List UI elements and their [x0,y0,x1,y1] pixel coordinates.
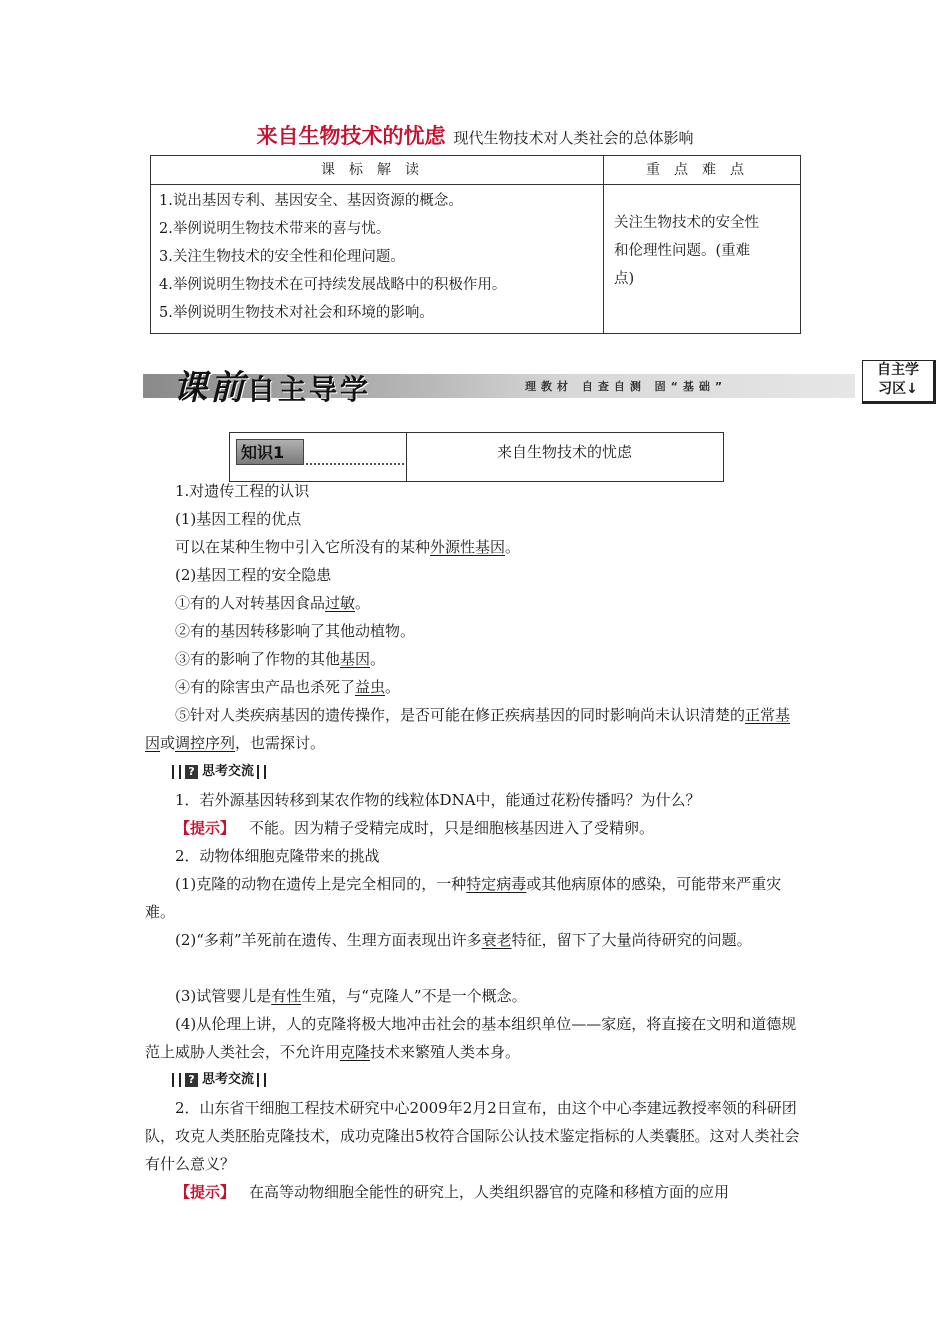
hazard-item: ⑤针对人类疾病基因的遗传操作，是否可能在修正疾病基因的同时影响尚未认识清楚的正常基因或调控序列，也需探讨。 [145,706,791,752]
key-point-line: 关注生物技术的安全性 [614,215,759,231]
dotted-divider [306,463,404,465]
col1-header: 课标解读 [151,156,604,185]
hazard-item: ①有的人对转基因食品过敏。 [175,594,371,612]
key-point-line: 和伦理性问题。(重难 [614,243,751,259]
arrow-down-icon: ↓ [906,381,918,397]
hint-1: 【提示】 不能。因为精子受精完成时，只是细胞核基因进入了受精卵。 [175,819,655,837]
title-sub: 现代生物技术对人类社会的总体影响 [453,129,694,147]
sec1-sub1: (1)基因工程的优点 [175,510,302,528]
objectives-list [151,185,604,334]
title-main: 来自生物技术的忧虑 [256,124,446,148]
sec1-advantage: 可以在某种生物中引入它所没有的某种外源性基因。 [175,538,521,556]
objective-item: 3.关注生物技术的安全性和伦理问题。 [159,249,405,265]
banner-title: 课前自主导学 [173,368,372,408]
objectives-table [150,155,801,334]
section-banner [143,360,855,408]
knowledge-badge: 知识1 [236,439,304,465]
objective-item: 1.说出基因专利、基因安全、基因资源的概念。 [159,193,463,209]
objective-item: 4.举例说明生物技术在可持续发展战略中的积极作用。 [159,277,507,293]
sec2-p1: (1)克隆的动物在遗传上是完全相同的，一种特定病毒或其他病原体的感染，可能带来严重灾难。 [145,875,782,921]
knowledge-heading-box [229,432,724,482]
question-2: 2．山东省干细胞工程技术研究中心2009年2月2日宣布，由这个中心李建远教授率领的科研团队，攻克人类胚胎克隆技术，成功克隆出5枚符合国际公认技术鉴定指标的人类囊胚。这对人类社会有什么意义？ [145,1099,800,1173]
sec2-heading: 2．动物体细胞克隆带来的挑战 [175,847,380,865]
sec2-p2: (2)“多莉”羊死前在遗传、生理方面表现出许多衰老特征，留下了大量尚待研究的问题。 [175,931,752,949]
think-label: ? 思考交流 [172,761,266,783]
question-icon: ? [185,1073,198,1087]
hazard-item: ④有的除害虫产品也杀死了益虫。 [175,678,401,696]
think-label: ? 思考交流 [172,1069,266,1091]
hazard-item: ②有的基因转移影响了其他动植物。 [175,622,416,640]
key-point-line: 点) [614,271,635,287]
sec2-p3: (3)试管婴儿是有性生殖，与“克隆人”不是一个概念。 [175,987,527,1005]
question-1: 1．若外源基因转移到某农作物的线粒体DNA中，能通过花粉传播吗？为什么？ [175,791,701,809]
objective-item: 2.举例说明生物技术带来的喜与忧。 [159,221,391,237]
question-icon: ? [185,765,198,779]
sec2-p4: (4)从伦理上讲，人的克隆将极大地冲击社会的基本组织单位——家庭，将直接在文明和道德规范上威胁人类社会，不允许用克隆技术来繁殖人类本身。 [145,1015,797,1061]
hint-2: 【提示】 在高等动物细胞全能性的研究上，人类组织器官的克隆和移植方面的应用 [175,1183,730,1201]
sec1-heading: 1.对遗传工程的认识 [175,482,310,500]
col2-header: 重点难点 [604,156,801,185]
page-title [0,120,950,154]
objective-item: 5.举例说明生物技术对社会和环境的影响。 [159,305,434,321]
self-study-zone-badge: 自主学 习区↓ [862,360,936,404]
knowledge-title: 来自生物技术的忧虑 [496,443,632,461]
key-points [604,185,801,334]
sec1-sub2: (2)基因工程的安全隐患 [175,566,332,584]
banner-subtitle: 理教材 自查自测 固“基础” [525,380,728,393]
hazard-item: ③有的影响了作物的其他基因。 [175,650,386,668]
